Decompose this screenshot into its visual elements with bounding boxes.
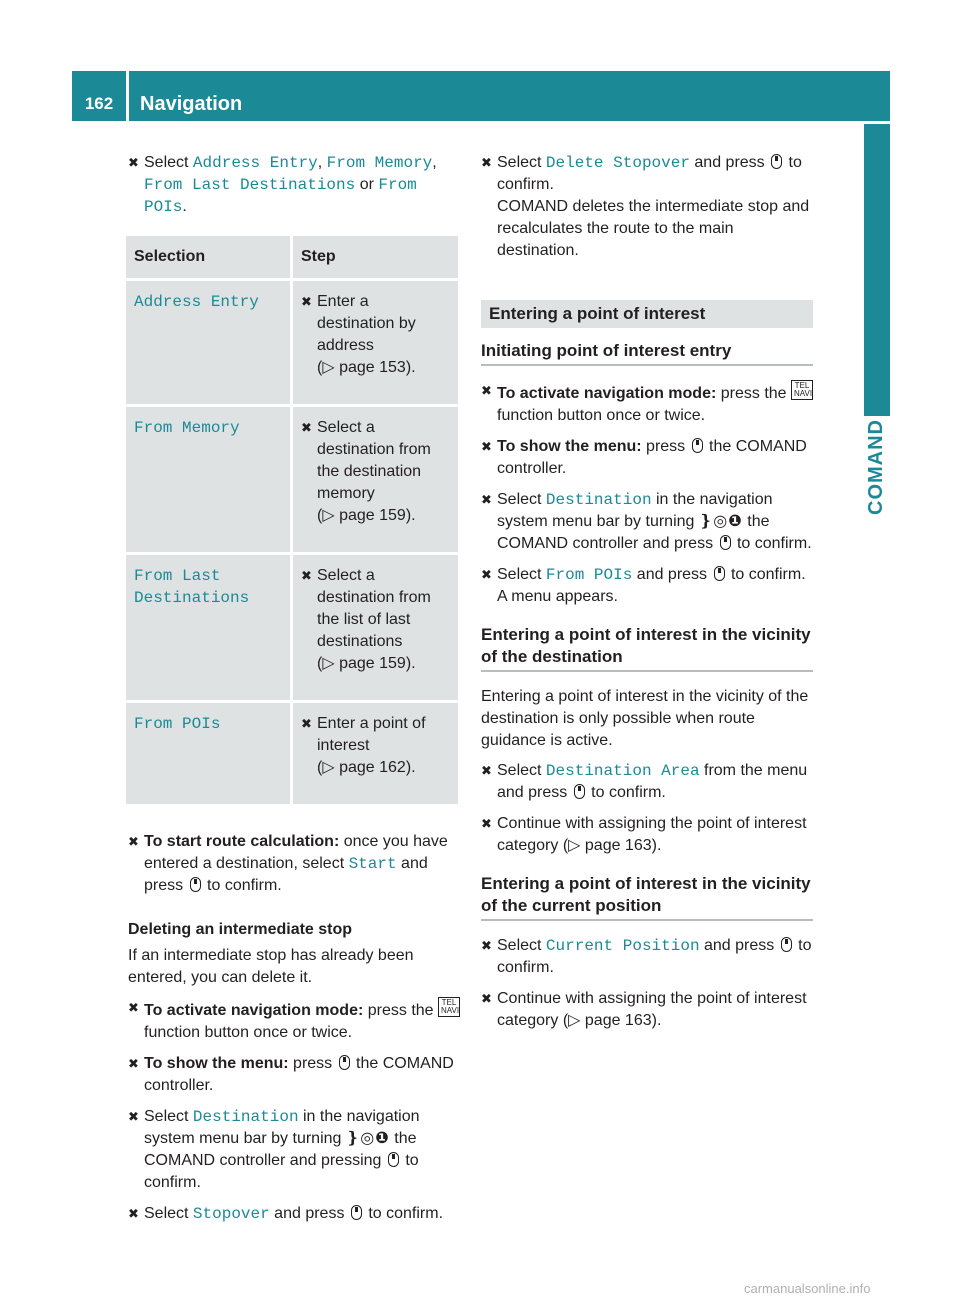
step-arrow-icon: ✖	[128, 1206, 139, 1221]
step-arrow-icon: ✖	[481, 155, 492, 170]
table-selection: From POIs	[134, 715, 221, 733]
controller-press-icon	[771, 154, 782, 169]
step-select-stopover: ✖ Select Stopover and press to confirm.	[128, 1205, 444, 1223]
address-entry-label: Address Entry	[192, 154, 318, 172]
table-header-step: Step	[292, 236, 459, 280]
from-memory-label: From Memory	[326, 154, 433, 172]
table-selection: From Memory	[134, 419, 240, 437]
step-select-destination: ✖ Select Destination in the navigation system menu bar by turning ❵◎❶ the COMAND controller and press to confirm.	[481, 491, 812, 552]
controller-press-icon	[714, 566, 725, 581]
header-divider	[126, 71, 129, 121]
table-row: From Last Destinations ✖ Select a destination from the list of last destinations (▷ page 159).	[126, 554, 458, 702]
controller-turn-icon: ❵◎❶	[345, 1130, 390, 1147]
destination-label: Destination	[545, 491, 652, 509]
left-column	[128, 152, 460, 1234]
table-header-row	[126, 236, 458, 280]
paragraph: Entering a point of interest in the vicinity of the destination is only possible when route guidance is active.	[481, 688, 809, 749]
destination-label: Destination	[192, 1108, 299, 1126]
side-tab	[864, 124, 890, 416]
section-title: Entering a point of interest	[481, 300, 813, 328]
controller-press-icon	[351, 1205, 362, 1220]
step-arrow-icon: ✖	[481, 492, 492, 507]
table-row	[126, 280, 458, 406]
step-arrow-icon: ✖	[481, 567, 492, 582]
step-arrow-icon: ✖	[128, 1109, 139, 1124]
table-step: ✖ Select a destination from the destination memory (▷ page 159).	[301, 419, 431, 524]
controller-press-icon	[781, 937, 792, 952]
step-result: A menu appears.	[497, 588, 618, 605]
step-select-current-position: ✖ Select Current Position and press to confirm.	[481, 937, 812, 976]
table-row	[126, 406, 458, 554]
step-arrow-icon: ✖	[301, 716, 312, 731]
controller-press-icon	[190, 877, 201, 892]
step-delete-stopover: ✖ Select Delete Stopover and press to confirm. COMAND deletes the intermediate stop and recalculates the route to the main destination.	[481, 152, 813, 262]
controller-press-icon	[339, 1055, 350, 1070]
from-last-destinations-label: From Last Destinations	[144, 176, 356, 194]
step-select-destination-area: ✖ Select Destination Area from the menu and press to confirm.	[481, 762, 808, 801]
step-select-destination: ✖ Select Destination in the navigation system menu bar by turning ❵◎❶ the COMAND controller and pressing to confirm.	[128, 1108, 420, 1191]
page-number: 162	[84, 94, 114, 113]
destination-area-label: Destination Area	[545, 762, 700, 780]
step-arrow-icon: ✖	[128, 834, 139, 849]
step-arrow-icon: ✖	[301, 294, 312, 309]
step-arrow-icon: ✖	[301, 420, 312, 435]
step-arrow-icon: ✖	[301, 568, 312, 583]
step-arrow-icon: ✖	[481, 991, 492, 1006]
step-show-menu: ✖ To show the menu: press the COMAND controller.	[128, 1055, 454, 1094]
table-step: ✖ Enter a destination by address (▷ page 153).	[301, 293, 416, 376]
right-column	[481, 152, 813, 1041]
section-heading: Deleting an intermediate stop	[128, 921, 353, 938]
current-position-label: Current Position	[545, 937, 700, 955]
step-start-route: ✖ To start route calculation: once you have entered a destination, select Start and press to confirm.	[128, 833, 448, 894]
subsection-heading: Entering a point of interest in the vicinity of the current position	[481, 873, 813, 921]
start-label: Start	[348, 855, 397, 873]
step-arrow-icon: ✖	[481, 439, 492, 454]
from-pois-label: From POIs	[144, 176, 417, 216]
table-step: ✖ Select a destination from the list of last destinations (▷ page 159).	[301, 567, 431, 672]
controller-press-icon	[574, 784, 585, 799]
step-arrow-icon: ✖	[481, 383, 492, 398]
step-select-from-pois: ✖ Select From POIs and press to confirm. A menu appears.	[481, 564, 813, 608]
subsection-heading: Entering a point of interest in the vicinity of the destination	[481, 624, 813, 672]
page-header	[72, 71, 890, 121]
side-tab-label: COMAND	[865, 419, 887, 515]
delete-stopover-label: Delete Stopover	[545, 154, 690, 172]
step-result: COMAND deletes the intermediate stop and recalculates the route to the main destination.	[497, 198, 810, 259]
step-arrow-icon: ✖	[128, 1000, 139, 1015]
step-arrow-icon: ✖	[128, 155, 139, 170]
step-arrow-icon: ✖	[481, 938, 492, 953]
tel-navi-button-icon: TEL NAVI	[791, 380, 813, 400]
step-arrow-icon: ✖	[128, 1056, 139, 1071]
controller-press-icon	[388, 1152, 399, 1167]
table-selection: From Last	[134, 567, 221, 585]
step-select-entry-method: ✖ Select Address Entry, From Memory, From Last Destinations or From POIs.	[128, 154, 437, 216]
stopover-label: Stopover	[192, 1205, 270, 1223]
step-show-menu: ✖ To show the menu: press the COMAND controller.	[481, 438, 807, 477]
from-pois-label: From POIs	[545, 566, 633, 584]
step-arrow-icon: ✖	[481, 816, 492, 831]
tel-navi-button-icon: TEL NAVI	[438, 997, 460, 1017]
controller-turn-icon: ❵◎❶	[698, 513, 743, 530]
step-continue-category: ✖ Continue with assigning the point of interest category (▷ page 163).	[481, 990, 807, 1029]
step-activate-navigation: ✖ To activate navigation mode: press the TEL NAVI function button once or twice.	[481, 381, 813, 424]
subsection-heading: Initiating point of interest entry	[481, 340, 813, 366]
chapter-title: Navigation	[140, 93, 243, 115]
table-selection: Address Entry	[134, 293, 259, 311]
table-row	[126, 702, 458, 806]
table-header-selection: Selection	[126, 236, 292, 280]
step-activate-navigation: ✖ To activate navigation mode: press the TEL NAVI function button once or twice.	[128, 998, 460, 1041]
watermark-text: carmanualsonline.info	[744, 1281, 871, 1296]
controller-press-icon	[692, 438, 703, 453]
table-step: ✖ Enter a point of interest (▷ page 162).	[301, 715, 426, 776]
step-arrow-icon: ✖	[481, 763, 492, 778]
step-continue-category: ✖ Continue with assigning the point of interest category (▷ page 163).	[481, 815, 807, 854]
paragraph: If an intermediate stop has already been entered, you can delete it.	[128, 947, 414, 986]
controller-press-icon	[720, 535, 731, 550]
selection-table	[126, 236, 458, 807]
